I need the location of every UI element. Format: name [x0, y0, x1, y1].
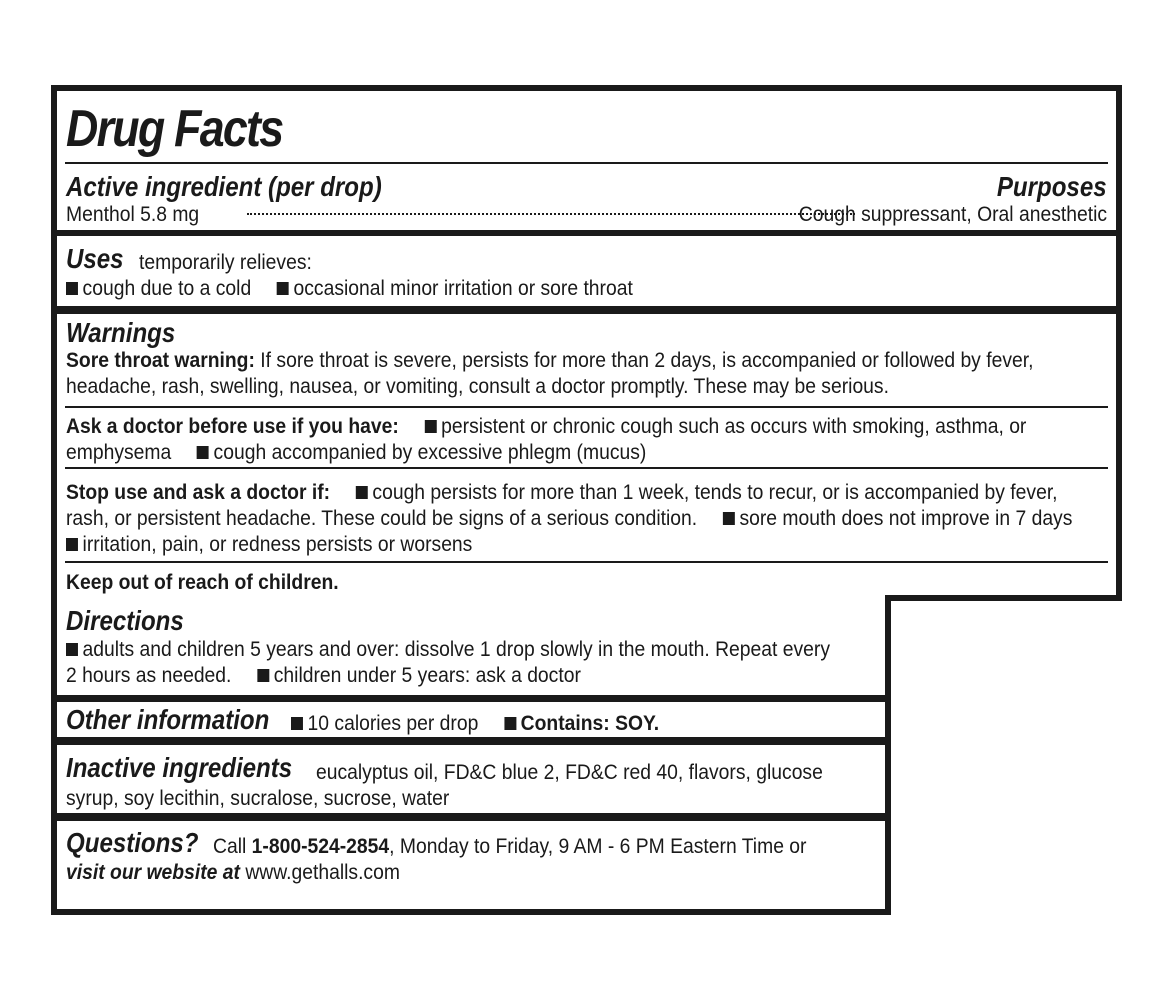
warning-divider: [65, 406, 1108, 408]
stop-use-item: irritation, pain, or redness persists or worsens: [82, 533, 473, 556]
questions-website: [66, 861, 400, 885]
bullet-icon: [197, 446, 209, 459]
inactive-ingredients-text: eucalyptus oil, FD&C blue 2, FD&C red 40, flavors, glucose: [316, 761, 823, 784]
ask-doctor-item: persistent or chronic cough such as occurs with smoking, asthma, or: [441, 415, 1027, 438]
other-info-item: Contains: SOY.: [520, 712, 660, 735]
title-divider: [65, 162, 1108, 164]
stop-use-item-last: [66, 533, 472, 557]
questions-heading: Questions?: [66, 827, 199, 858]
bullet-icon: [291, 717, 303, 730]
hours-text: , Monday to Friday, 9 AM - 6 PM Eastern Time or: [389, 835, 807, 858]
uses-items: [66, 277, 633, 301]
section-divider: [57, 737, 885, 745]
bullet-icon: [66, 538, 78, 551]
bullet-icon: [66, 643, 78, 656]
ask-doctor-warning: [66, 415, 1026, 439]
ask-doctor-label: Ask a doctor before use if you have:: [66, 415, 399, 438]
bullet-icon: [277, 282, 289, 295]
stop-use-item: cough persists for more than 1 week, tends to recur, or is accompanied by fever,: [372, 481, 1058, 504]
other-information-items: [291, 712, 659, 736]
sore-throat-text-cont: headache, rash, swelling, nausea, or vomiting, consult a doctor promptly. These may be serious.: [66, 375, 889, 398]
inactive-ingredients-text-cont: syrup, soy lecithin, sucralose, sucrose, water: [66, 787, 450, 810]
bullet-icon: [723, 512, 735, 525]
active-ingredient-name: Menthol 5.8 mg: [66, 203, 200, 226]
ask-doctor-items-cont: [66, 441, 646, 465]
purposes-heading: Purposes: [997, 171, 1107, 202]
ask-doctor-item: cough accompanied by excessive phlegm (mucus): [213, 441, 647, 464]
section-divider: [57, 230, 1116, 236]
visit-label: visit our website at: [66, 861, 240, 884]
sore-throat-warning: [66, 349, 1033, 373]
bullet-icon: [356, 486, 368, 499]
directions-item-cont: 2 hours as needed.: [66, 664, 232, 687]
directions-item: [66, 638, 830, 662]
active-ingredient-heading: Active ingredient (per drop): [66, 171, 382, 202]
stop-use-warning: [66, 481, 1058, 505]
directions-item-text: children under 5 years: ask a doctor: [273, 664, 581, 687]
warnings-heading: Warnings: [66, 317, 176, 348]
call-prefix: Call: [213, 835, 247, 858]
warning-divider: [65, 561, 1108, 563]
warning-divider: [65, 467, 1108, 469]
other-info-item: 10 calories per drop: [307, 712, 479, 735]
ask-doctor-item-cont: emphysema: [66, 441, 172, 464]
drug-facts-panel-top: [51, 85, 1122, 601]
uses-item: occasional minor irritation or sore throat: [293, 277, 633, 300]
stop-use-items-cont: [66, 507, 1072, 531]
directions-heading: Directions: [66, 605, 184, 636]
stop-use-item-cont: rash, or persistent headache. These could be signs of a serious condition.: [66, 507, 698, 530]
uses-item: cough due to a cold: [82, 277, 252, 300]
stop-use-label: Stop use and ask a doctor if:: [66, 481, 331, 504]
sore-throat-text: If sore throat is severe, persists for more than 2 days, is accompanied or followed by fever,: [260, 349, 1034, 372]
bullet-icon: [66, 282, 78, 295]
other-information-heading: Other information: [66, 704, 270, 735]
drug-facts-panel-bottom: [51, 595, 891, 915]
bullet-icon: [257, 669, 269, 682]
questions-text: [213, 835, 806, 859]
uses-heading: Uses: [66, 243, 124, 274]
sore-throat-label: Sore throat warning:: [66, 349, 255, 372]
section-divider: [57, 813, 885, 821]
keep-out-of-reach: Keep out of reach of children.: [66, 571, 339, 594]
uses-intro: temporarily relieves:: [139, 251, 312, 274]
section-divider: [57, 695, 885, 702]
phone-number: 1-800-524-2854: [251, 835, 390, 858]
bullet-icon: [425, 420, 437, 433]
section-divider: [57, 306, 1116, 314]
stop-use-item: sore mouth does not improve in 7 days: [739, 507, 1073, 530]
website-link: www.gethalls.com: [245, 861, 400, 884]
directions-items-cont: [66, 664, 581, 688]
bullet-icon: [504, 717, 516, 730]
inactive-ingredients-heading: Inactive ingredients: [66, 752, 293, 783]
directions-item-text: adults and children 5 years and over: dissolve 1 drop slowly in the mouth. Repeat every: [82, 638, 831, 661]
drug-facts-title: Drug Facts: [66, 100, 283, 158]
leader-dots: [247, 213, 855, 215]
active-ingredient-purpose: Cough suppressant, Oral anesthetic: [798, 203, 1107, 226]
